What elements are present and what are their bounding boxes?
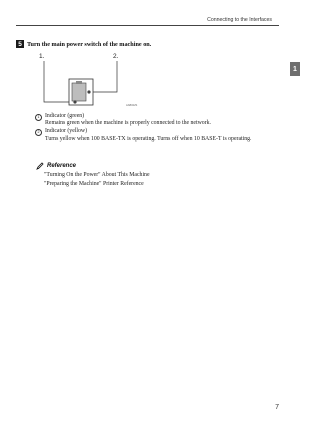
reference-item: "Preparing the Machine" Printer Reference (44, 180, 144, 187)
indicator-title: Indicator (green) (45, 113, 85, 119)
indicator-description: Turns yellow when 100 BASE-TX is operating. Turns off when 10 BASE-T is operating. (45, 135, 252, 142)
port-diagram-graphic (37, 52, 147, 108)
indicator-description: Remains green when the machine is properly connected to the network. (45, 120, 211, 127)
header-rule (16, 25, 279, 26)
leader-line-2 (91, 61, 117, 92)
circled-number-2: 2 (35, 129, 42, 136)
step-instruction: Turn the main power switch of the machine on. (27, 40, 152, 48)
callout-2-label: 2. (113, 53, 119, 60)
chapter-tab: 1 (290, 62, 300, 76)
green-led-indicator (73, 100, 76, 103)
ethernet-port-illustration (37, 52, 147, 108)
running-header: Connecting to the Interfaces (207, 17, 272, 23)
figure-code: AAB022S (126, 104, 138, 107)
reference-pencil-icon (36, 162, 44, 170)
indicator-list (37, 113, 279, 144)
step-5 (16, 40, 151, 48)
indicator-item-yellow (37, 128, 279, 142)
yellow-led-indicator (87, 90, 90, 93)
reference-label: Reference (47, 163, 77, 169)
reference-heading (36, 162, 76, 170)
reference-item: "Turning On the Power" About This Machine (44, 172, 150, 178)
page-number: 7 (275, 404, 279, 411)
rj45-socket (72, 83, 86, 101)
step-number-badge: 5 (16, 40, 24, 48)
indicator-title: Indicator (yellow) (45, 128, 88, 135)
socket-latch (76, 81, 82, 84)
circled-number-1: 1 (35, 114, 42, 121)
callout-1-label: 1. (39, 53, 45, 60)
reference-list (44, 171, 150, 188)
indicator-item-green (37, 113, 279, 127)
